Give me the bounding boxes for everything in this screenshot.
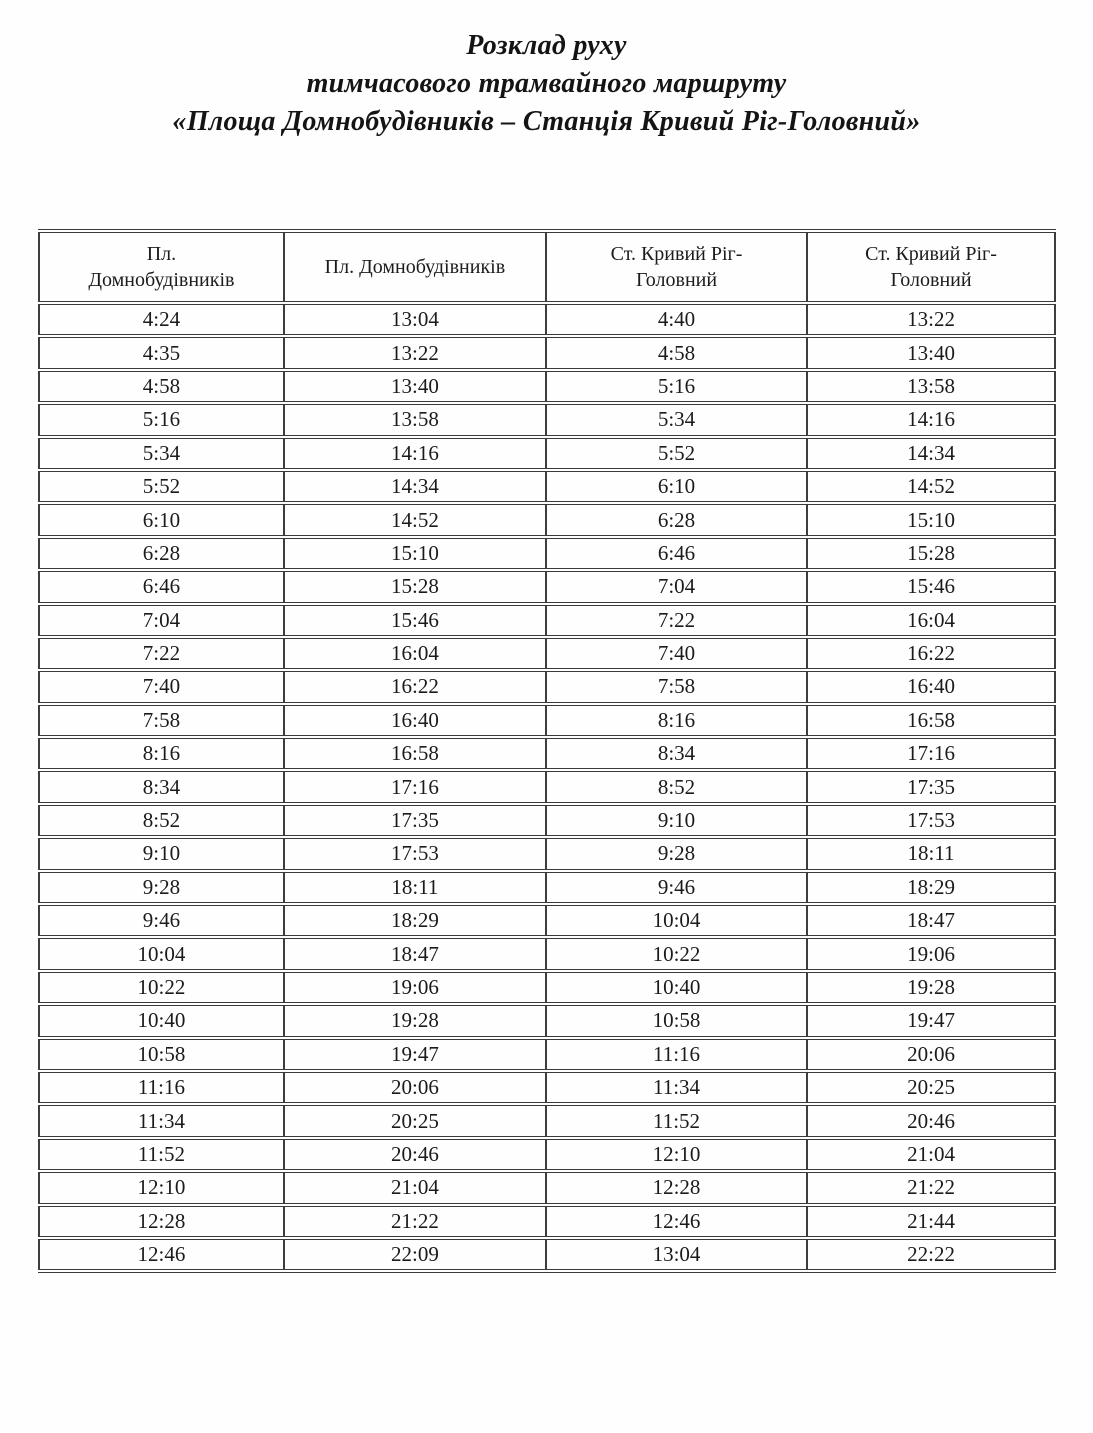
timetable-row — [39, 503, 1055, 536]
time-cell: 14:16 — [807, 403, 1055, 436]
time-cell: 21:22 — [807, 1171, 1055, 1204]
time-cell: 8:34 — [546, 737, 807, 770]
document-title — [0, 0, 1093, 141]
time-cell: 19:47 — [284, 1038, 546, 1071]
header-col-st-kryvyi-rih-holovnyi — [546, 231, 807, 303]
time-cell: 14:52 — [284, 503, 546, 536]
time-cell: 21:44 — [807, 1205, 1055, 1238]
time-cell: 8:52 — [39, 804, 284, 837]
time-cell: 9:10 — [546, 804, 807, 837]
time-cell: 13:40 — [284, 370, 546, 403]
time-cell: 13:04 — [546, 1238, 807, 1271]
time-cell: 14:34 — [807, 437, 1055, 470]
time-cell: 6:46 — [546, 537, 807, 570]
time-cell: 7:22 — [39, 637, 284, 670]
timetable-row — [39, 1205, 1055, 1238]
time-cell: 16:40 — [807, 670, 1055, 703]
timetable — [38, 229, 1056, 1273]
time-cell: 17:16 — [807, 737, 1055, 770]
time-cell: 11:16 — [546, 1038, 807, 1071]
time-cell: 10:58 — [39, 1038, 284, 1071]
time-cell: 8:16 — [39, 737, 284, 770]
time-cell: 6:46 — [39, 570, 284, 603]
time-cell: 14:52 — [807, 470, 1055, 503]
time-cell: 13:40 — [807, 336, 1055, 369]
time-cell: 15:46 — [807, 570, 1055, 603]
time-cell: 6:10 — [546, 470, 807, 503]
time-cell: 15:46 — [284, 604, 546, 637]
time-cell: 12:46 — [39, 1238, 284, 1271]
timetable-row — [39, 1171, 1055, 1204]
time-cell: 7:40 — [546, 637, 807, 670]
header-col-pl-domnobudivnykiv-departure — [39, 231, 284, 303]
time-cell: 20:46 — [284, 1138, 546, 1171]
time-cell: 13:58 — [284, 403, 546, 436]
time-cell: 11:52 — [39, 1138, 284, 1171]
timetable-row — [39, 704, 1055, 737]
time-cell: 22:22 — [807, 1238, 1055, 1271]
time-cell: 8:34 — [39, 770, 284, 803]
time-cell: 16:58 — [807, 704, 1055, 737]
timetable-row — [39, 604, 1055, 637]
timetable-row — [39, 403, 1055, 436]
time-cell: 15:28 — [284, 570, 546, 603]
timetable-row — [39, 937, 1055, 970]
time-cell: 10:22 — [546, 937, 807, 970]
time-cell: 10:58 — [546, 1004, 807, 1037]
time-cell: 11:16 — [39, 1071, 284, 1104]
time-cell: 18:29 — [284, 904, 546, 937]
time-cell: 13:22 — [284, 336, 546, 369]
time-cell: 12:28 — [39, 1205, 284, 1238]
time-cell: 20:46 — [807, 1104, 1055, 1137]
time-cell: 20:06 — [284, 1071, 546, 1104]
time-cell: 16:58 — [284, 737, 546, 770]
time-cell: 20:25 — [807, 1071, 1055, 1104]
time-cell: 21:04 — [807, 1138, 1055, 1171]
time-cell: 16:04 — [807, 604, 1055, 637]
title-line-3: «Площа Домнобудівників – Станція Кривий Ріг-Головний» — [172, 106, 921, 137]
time-cell: 5:16 — [546, 370, 807, 403]
time-cell: 18:29 — [807, 871, 1055, 904]
time-cell: 10:04 — [546, 904, 807, 937]
header-line: Ст. Кривий Ріг- — [610, 243, 743, 265]
title-line-1: Розклад руху — [466, 30, 627, 61]
timetable-row — [39, 570, 1055, 603]
time-cell: 4:40 — [546, 303, 807, 336]
time-cell: 12:10 — [39, 1171, 284, 1204]
time-cell: 9:10 — [39, 837, 284, 870]
time-cell: 5:16 — [39, 403, 284, 436]
timetable-row — [39, 437, 1055, 470]
time-cell: 11:34 — [546, 1071, 807, 1104]
timetable-row — [39, 871, 1055, 904]
timetable-row — [39, 670, 1055, 703]
title-line-2: тимчасового трамвайного маршруту — [306, 68, 787, 99]
time-cell: 9:28 — [39, 871, 284, 904]
time-cell: 6:10 — [39, 503, 284, 536]
time-cell: 19:06 — [284, 971, 546, 1004]
time-cell: 5:52 — [546, 437, 807, 470]
time-cell: 5:52 — [39, 470, 284, 503]
time-cell: 16:22 — [807, 637, 1055, 670]
timetable-row — [39, 804, 1055, 837]
time-cell: 21:04 — [284, 1171, 546, 1204]
time-cell: 18:47 — [284, 937, 546, 970]
time-cell: 13:22 — [807, 303, 1055, 336]
time-cell: 22:09 — [284, 1238, 546, 1271]
time-cell: 12:10 — [546, 1138, 807, 1171]
time-cell: 12:46 — [546, 1205, 807, 1238]
timetable-row — [39, 1004, 1055, 1037]
time-cell: 7:40 — [39, 670, 284, 703]
time-cell: 13:04 — [284, 303, 546, 336]
time-cell: 7:58 — [39, 704, 284, 737]
time-cell: 15:10 — [807, 503, 1055, 536]
timetable-row — [39, 837, 1055, 870]
timetable-row — [39, 971, 1055, 1004]
time-cell: 15:28 — [807, 537, 1055, 570]
time-cell: 10:22 — [39, 971, 284, 1004]
time-cell: 17:35 — [807, 770, 1055, 803]
time-cell: 5:34 — [39, 437, 284, 470]
timetable-row — [39, 637, 1055, 670]
time-cell: 19:47 — [807, 1004, 1055, 1037]
time-cell: 10:40 — [39, 1004, 284, 1037]
time-cell: 21:22 — [284, 1205, 546, 1238]
time-cell: 16:04 — [284, 637, 546, 670]
timetable-row — [39, 770, 1055, 803]
timetable-header-row — [39, 231, 1055, 303]
time-cell: 17:35 — [284, 804, 546, 837]
time-cell: 15:10 — [284, 537, 546, 570]
time-cell: 16:40 — [284, 704, 546, 737]
header-line: Головний — [635, 269, 718, 291]
time-cell: 12:28 — [546, 1171, 807, 1204]
time-cell: 7:58 — [546, 670, 807, 703]
time-cell: 14:34 — [284, 470, 546, 503]
timetable-row — [39, 1238, 1055, 1271]
header-col-pl-domnobudivnykiv-departure-2 — [284, 231, 546, 303]
time-cell: 6:28 — [39, 537, 284, 570]
header-col-st-kryvyi-rih-holovnyi-2 — [807, 231, 1055, 303]
time-cell: 17:53 — [807, 804, 1055, 837]
time-cell: 10:40 — [546, 971, 807, 1004]
time-cell: 4:58 — [546, 336, 807, 369]
time-cell: 19:28 — [284, 1004, 546, 1037]
time-cell: 4:24 — [39, 303, 284, 336]
time-cell: 19:28 — [807, 971, 1055, 1004]
timetable-body — [39, 303, 1055, 1271]
timetable-row — [39, 904, 1055, 937]
header-line: Пл. Домнобудівників — [324, 256, 506, 278]
time-cell: 13:58 — [807, 370, 1055, 403]
timetable-row — [39, 470, 1055, 503]
time-cell: 7:22 — [546, 604, 807, 637]
time-cell: 7:04 — [39, 604, 284, 637]
time-cell: 9:28 — [546, 837, 807, 870]
timetable-row — [39, 336, 1055, 369]
time-cell: 17:16 — [284, 770, 546, 803]
timetable-row — [39, 303, 1055, 336]
timetable-row — [39, 1071, 1055, 1104]
time-cell: 4:58 — [39, 370, 284, 403]
time-cell: 4:35 — [39, 336, 284, 369]
time-cell: 20:25 — [284, 1104, 546, 1137]
time-cell: 6:28 — [546, 503, 807, 536]
timetable-row — [39, 737, 1055, 770]
time-cell: 8:52 — [546, 770, 807, 803]
timetable-row — [39, 537, 1055, 570]
time-cell: 10:04 — [39, 937, 284, 970]
time-cell: 19:06 — [807, 937, 1055, 970]
timetable-row — [39, 1104, 1055, 1137]
header-line: Головний — [890, 269, 972, 291]
time-cell: 18:47 — [807, 904, 1055, 937]
time-cell: 7:04 — [546, 570, 807, 603]
time-cell: 20:06 — [807, 1038, 1055, 1071]
time-cell: 17:53 — [284, 837, 546, 870]
time-cell: 18:11 — [807, 837, 1055, 870]
header-line: Домнобудівників — [88, 269, 235, 291]
header-line: Пл. — [146, 243, 177, 265]
time-cell: 11:34 — [39, 1104, 284, 1137]
time-cell: 9:46 — [546, 871, 807, 904]
time-cell: 18:11 — [284, 871, 546, 904]
timetable-row — [39, 370, 1055, 403]
header-line: Ст. Кривий Ріг- — [865, 243, 997, 265]
timetable-row — [39, 1038, 1055, 1071]
time-cell: 5:34 — [546, 403, 807, 436]
time-cell: 9:46 — [39, 904, 284, 937]
time-cell: 8:16 — [546, 704, 807, 737]
time-cell: 11:52 — [546, 1104, 807, 1137]
time-cell: 16:22 — [284, 670, 546, 703]
time-cell: 14:16 — [284, 437, 546, 470]
timetable-row — [39, 1138, 1055, 1171]
